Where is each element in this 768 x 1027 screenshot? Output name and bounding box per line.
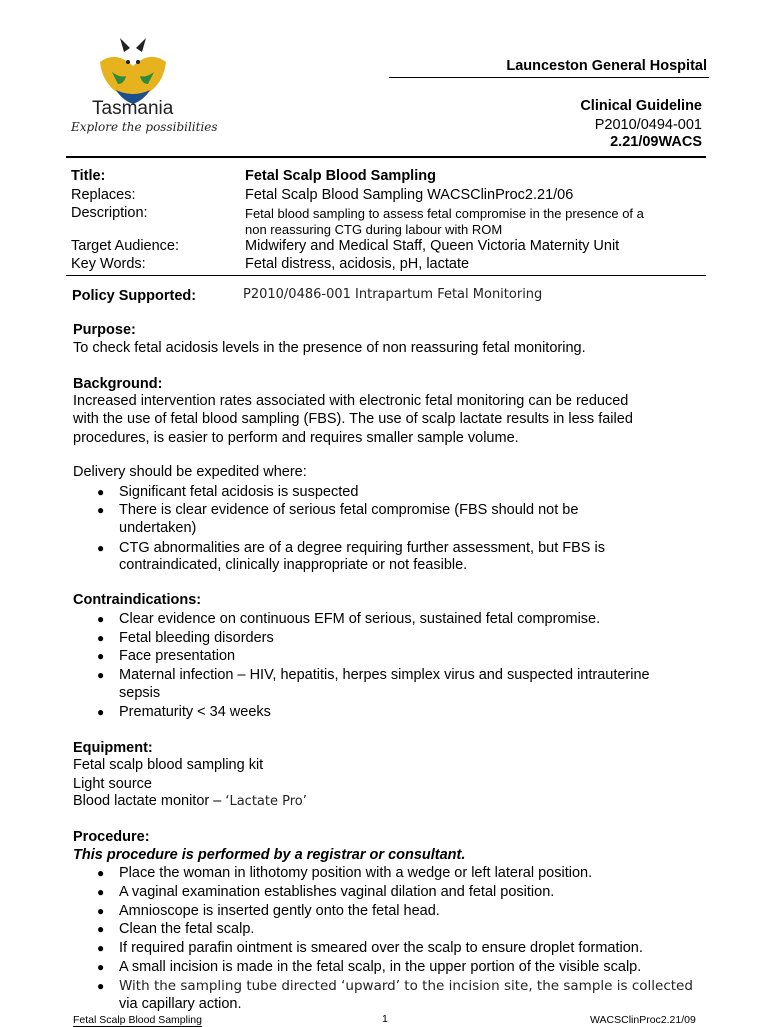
- list-item: A vaginal examination establishes vaginal dilation and fetal position.: [119, 884, 555, 900]
- bullet-icon: ●: [97, 541, 105, 555]
- meta-bottom-divider: [66, 275, 706, 276]
- bullet-icon: ●: [97, 668, 105, 682]
- bullet-icon: ●: [97, 503, 105, 517]
- list-item: With the sampling tube directed ‘upward’ to the incision site, the sample is collected: [119, 978, 693, 994]
- bullet-icon: ●: [97, 631, 105, 645]
- list-item: Amnioscope is inserted gently onto the fetal head.: [119, 903, 440, 919]
- replaces-value: Fetal Scalp Blood Sampling WACSClinProc2.21/06: [245, 187, 574, 203]
- list-item: Clear evidence on continuous EFM of serious, sustained fetal compromise.: [119, 611, 601, 627]
- policy-label: Policy Supported:: [72, 288, 197, 304]
- list-item: Fetal bleeding disorders: [119, 630, 274, 646]
- header-divider: [389, 77, 709, 78]
- guideline-code: 2.21/09WACS: [610, 134, 702, 150]
- logo-tagline: Explore the possibilities: [71, 120, 218, 134]
- keywords-value: Fetal distress, acidosis, pH, lactate: [245, 256, 470, 272]
- equipment-item-prefix: Blood lactate monitor –: [73, 793, 226, 809]
- list-item: If required parafin ointment is smeared over the scalp to ensure droplet formation.: [119, 940, 643, 956]
- replaces-label: Replaces:: [71, 187, 136, 203]
- list-item-continued: sepsis: [119, 685, 161, 701]
- bullet-icon: ●: [97, 979, 105, 993]
- delivery-intro: Delivery should be expedited where:: [73, 464, 307, 480]
- guideline-label: Clinical Guideline: [580, 98, 702, 114]
- equipment-item: [73, 793, 307, 809]
- list-item-continued: contraindicated, clinically inappropriate or not feasible.: [119, 557, 468, 573]
- bullet-icon: ●: [97, 705, 105, 719]
- bullet-icon: ●: [97, 612, 105, 626]
- equipment-item: Light source: [73, 776, 152, 792]
- list-item: Place the woman in lithotomy position with a wedge or left lateral position.: [119, 865, 593, 881]
- audience-value: Midwifery and Medical Staff, Queen Victoria Maternity Unit: [245, 238, 620, 254]
- bullet-icon: ●: [97, 485, 105, 499]
- list-item: There is clear evidence of serious fetal compromise (FBS should not be: [119, 502, 579, 518]
- list-item: Face presentation: [119, 648, 236, 664]
- equipment-heading: Equipment:: [73, 740, 153, 756]
- list-item: CTG abnormalities are of a degree requiring further assessment, but FBS is: [119, 540, 605, 556]
- title-label: Title:: [71, 168, 106, 184]
- background-line-1: Increased intervention rates associated with electronic fetal monitoring can be reduced: [73, 393, 629, 409]
- audience-label: Target Audience:: [71, 238, 180, 254]
- bullet-icon: ●: [97, 904, 105, 918]
- bullet-icon: ●: [97, 866, 105, 880]
- list-item: A small incision is made in the fetal scalp, in the upper portion of the visible scalp.: [119, 959, 642, 975]
- logo-wordmark: Tasmania: [92, 98, 174, 119]
- purpose-heading: Purpose:: [73, 322, 136, 338]
- bullet-icon: ●: [97, 960, 105, 974]
- list-item-continued: via capillary action.: [119, 996, 242, 1012]
- bullet-icon: ●: [97, 941, 105, 955]
- description-line-1: Fetal blood sampling to assess fetal compromise in the presence of a: [245, 206, 644, 221]
- purpose-text: To check fetal acidosis levels in the presence of non reassuring fetal monitoring.: [73, 340, 586, 356]
- footer-code: WACSClinProc2.21/09: [590, 1014, 696, 1026]
- footer-page-number: 1: [382, 1013, 388, 1025]
- equipment-item: Fetal scalp blood sampling kit: [73, 757, 264, 773]
- list-item: Significant fetal acidosis is suspected: [119, 484, 359, 500]
- list-item: Prematurity < 34 weeks: [119, 704, 271, 720]
- bullet-icon: ●: [97, 922, 105, 936]
- list-item-continued: undertaken): [119, 520, 197, 536]
- list-item: Clean the fetal scalp.: [119, 921, 255, 937]
- list-item: Maternal infection – HIV, hepatitis, herpes simplex virus and suspected intrauterine: [119, 667, 650, 683]
- background-heading: Background:: [73, 376, 163, 392]
- guideline-number: P2010/0494-001: [594, 117, 702, 133]
- bullet-icon: ●: [97, 885, 105, 899]
- background-line-3: procedures, is easier to perform and requires smaller sample volume.: [73, 430, 519, 446]
- meta-top-divider: [66, 156, 706, 158]
- hospital-name: Launceston General Hospital: [506, 58, 707, 74]
- keywords-label: Key Words:: [71, 256, 146, 272]
- contraindications-heading: Contraindications:: [73, 592, 202, 608]
- equipment-item-name: ‘Lactate Pro’: [225, 794, 307, 809]
- footer-title: Fetal Scalp Blood Sampling: [73, 1014, 202, 1026]
- policy-value: P2010/0486-001 Intrapartum Fetal Monitoring: [243, 287, 543, 302]
- bullet-icon: ●: [97, 649, 105, 663]
- description-line-2: non reassuring CTG during labour with ROM: [245, 222, 503, 237]
- title-value: Fetal Scalp Blood Sampling: [245, 168, 436, 184]
- procedure-note: This procedure is performed by a registrar or consultant.: [73, 847, 466, 863]
- description-label: Description:: [71, 205, 148, 221]
- procedure-heading: Procedure:: [73, 829, 150, 845]
- background-line-2: with the use of fetal blood sampling (FBS). The use of scalp lactate results in less failed: [73, 411, 633, 427]
